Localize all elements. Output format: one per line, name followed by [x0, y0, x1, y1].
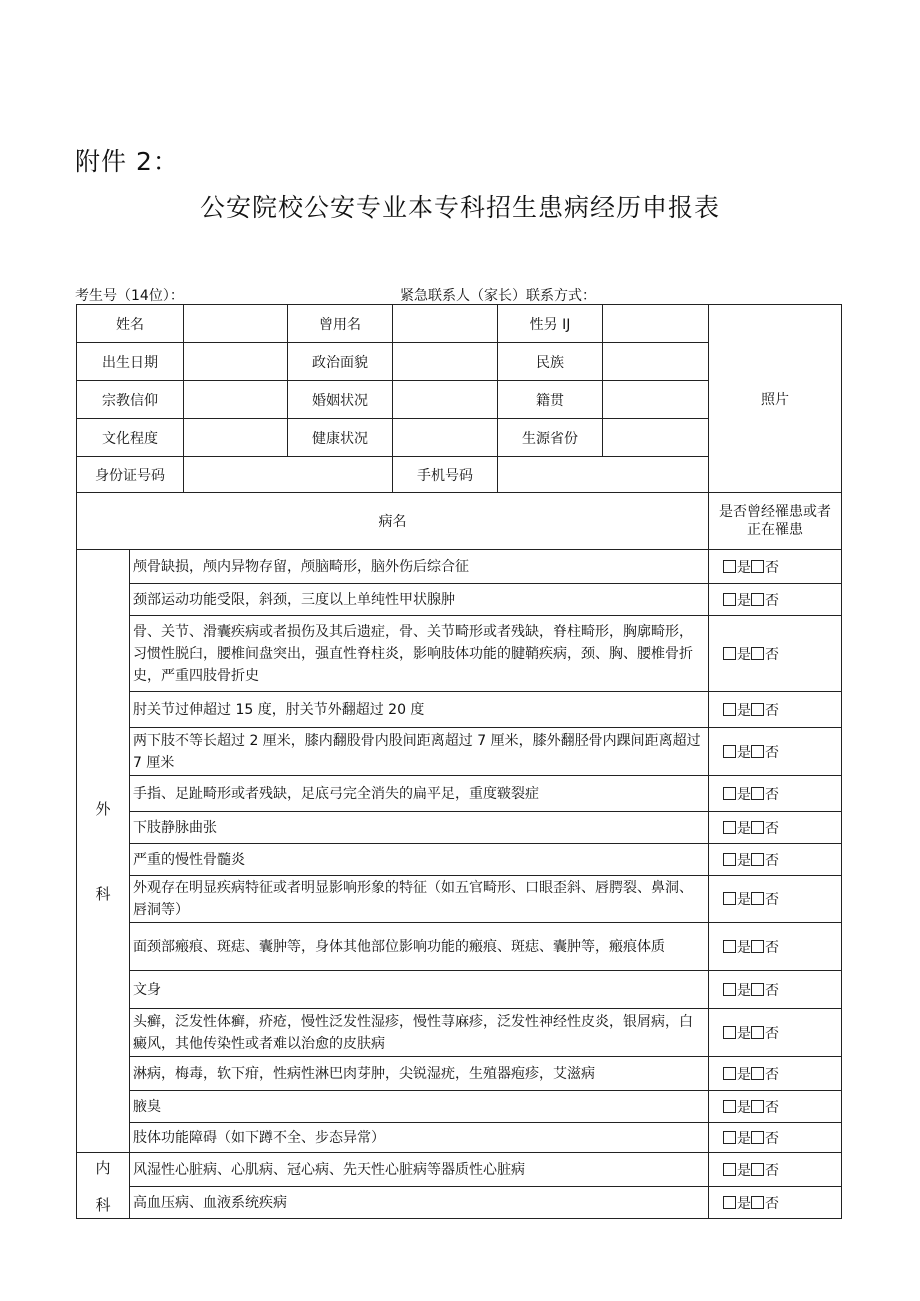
- disease-row-text: 腋臭: [130, 1091, 709, 1123]
- no-checkbox[interactable]: [751, 983, 764, 996]
- former-name-input[interactable]: [393, 305, 498, 343]
- yes-no-choice[interactable]: 是 否: [709, 692, 842, 728]
- yes-checkbox[interactable]: [723, 892, 736, 905]
- no-checkbox[interactable]: [751, 892, 764, 905]
- disease-status-header: 是否曾经罹患或者正在罹患: [709, 493, 842, 550]
- disease-row-text: 下肢静脉曲张: [130, 812, 709, 844]
- yes-no-choice[interactable]: 是 否: [709, 876, 842, 923]
- no-checkbox[interactable]: [751, 1163, 764, 1176]
- religion-label: 宗教信仰: [77, 381, 184, 419]
- marital-status-label: 婚姻状况: [288, 381, 393, 419]
- yes-no-choice[interactable]: 是 否: [709, 616, 842, 692]
- name-input[interactable]: [184, 305, 288, 343]
- internal-category-char-2: 科: [95, 1195, 111, 1214]
- disease-row-text: 头癣，泛发性体癣，疥疮，慢性泛发性湿疹，慢性荨麻疹，泛发性神经性皮炎，银屑病，白癜风，其他传染性或者难以治愈的皮肤病: [130, 1009, 709, 1057]
- phone-label: 手机号码: [393, 457, 498, 493]
- education-input[interactable]: [184, 419, 288, 457]
- disease-row-text: 面颈部瘢痕、斑痣、囊肿等，身体其他部位影响功能的瘢痕、斑痣、囊肿等，瘢痕体质: [130, 923, 709, 971]
- yes-no-choice[interactable]: 是 否: [709, 1153, 842, 1187]
- no-checkbox[interactable]: [751, 593, 764, 606]
- no-checkbox[interactable]: [751, 1067, 764, 1080]
- surgery-category: [77, 550, 130, 1153]
- id-number-input[interactable]: [184, 457, 393, 493]
- yes-checkbox[interactable]: [723, 560, 736, 573]
- disease-row-text: 肢体功能障碍（如下蹲不全、步态异常）: [130, 1123, 709, 1153]
- yes-no-choice[interactable]: 是 否: [709, 1057, 842, 1091]
- source-province-label: 生源省份: [498, 419, 603, 457]
- form-title: 公安院校公安专业本专科招生患病经历申报表: [199, 193, 720, 222]
- no-checkbox[interactable]: [751, 1100, 764, 1113]
- yes-no-choice[interactable]: 是 否: [709, 1187, 842, 1219]
- yes-no-choice[interactable]: 是 否: [709, 971, 842, 1009]
- application-form-table: [76, 304, 842, 1219]
- political-status-label: 政治面貌: [288, 343, 393, 381]
- yes-checkbox[interactable]: [723, 703, 736, 716]
- disease-row-text: 风湿性心脏病、心肌病、冠心病、先天性心脏病等器质性心脏病: [130, 1153, 709, 1187]
- no-checkbox[interactable]: [751, 647, 764, 660]
- gender-label: 性另 IJ: [498, 305, 603, 343]
- marital-status-input[interactable]: [393, 381, 498, 419]
- yes-checkbox[interactable]: [723, 1196, 736, 1209]
- surgery-category-char-1: 外: [95, 800, 111, 818]
- yes-checkbox[interactable]: [723, 1067, 736, 1080]
- internal-category: [77, 1153, 130, 1219]
- yes-checkbox[interactable]: [723, 647, 736, 660]
- yes-checkbox[interactable]: [723, 1163, 736, 1176]
- emergency-contact-label: 紧急联系人（家长）联系方式：: [400, 288, 596, 304]
- no-checkbox[interactable]: [751, 1196, 764, 1209]
- no-checkbox[interactable]: [751, 853, 764, 866]
- yes-checkbox[interactable]: [723, 983, 736, 996]
- no-checkbox[interactable]: [751, 1131, 764, 1144]
- political-status-input[interactable]: [393, 343, 498, 381]
- yes-no-choice[interactable]: 是 否: [709, 550, 842, 584]
- no-checkbox[interactable]: [751, 821, 764, 834]
- disease-row-text: 高血压病、血液系统疾病: [130, 1187, 709, 1219]
- yes-checkbox[interactable]: [723, 1100, 736, 1113]
- yes-no-choice[interactable]: 是 否: [709, 812, 842, 844]
- disease-row-text: 外观存在明显疾病特征或者明显影响形象的特征（如五官畸形、口眼歪斜、唇腭裂、鼻洞、唇洞等）: [130, 876, 709, 923]
- yes-no-choice[interactable]: 是 否: [709, 1091, 842, 1123]
- yes-no-choice[interactable]: 是 否: [709, 584, 842, 616]
- ethnicity-input[interactable]: [603, 343, 709, 381]
- yes-no-choice[interactable]: 是 否: [709, 923, 842, 971]
- native-place-label: 籍贯: [498, 381, 603, 419]
- no-checkbox[interactable]: [751, 703, 764, 716]
- no-checkbox[interactable]: [751, 787, 764, 800]
- religion-input[interactable]: [184, 381, 288, 419]
- yes-no-choice[interactable]: 是 否: [709, 728, 842, 776]
- yes-no-choice[interactable]: 是 否: [709, 844, 842, 876]
- disease-row-text: 骨、关节、滑囊疾病或者损伤及其后遗症，骨、关节畸形或者残缺，脊柱畸形，胸廓畸形，习惯性脱臼，腰椎间盘突出，强直性脊柱炎，影响肢体功能的腱鞘疾病，颈、胸、腰椎骨折史，严重四肢骨折史: [130, 616, 709, 692]
- disease-row-text: 淋病，梅毒，软下疳，性病性淋巴肉芽肿，尖锐湿疣，生殖器疱疹，艾滋病: [130, 1057, 709, 1091]
- disease-row-text: 颅骨缺损，颅内异物存留，颅脑畸形，脑外伤后综合征: [130, 550, 709, 584]
- yes-no-choice[interactable]: 是 否: [709, 1123, 842, 1153]
- birth-date-label: 出生日期: [77, 343, 184, 381]
- phone-input[interactable]: [498, 457, 709, 493]
- education-label: 文化程度: [77, 419, 184, 457]
- surgery-category-char-2: 科: [95, 885, 111, 903]
- disease-row-text: 严重的慢性骨髓炎: [130, 844, 709, 876]
- former-name-label: 曾用名: [288, 305, 393, 343]
- yes-checkbox[interactable]: [723, 787, 736, 800]
- attachment-label: 附件 2：: [75, 147, 179, 176]
- yes-checkbox[interactable]: [723, 1131, 736, 1144]
- no-checkbox[interactable]: [751, 560, 764, 573]
- yes-checkbox[interactable]: [723, 745, 736, 758]
- name-label: 姓名: [77, 305, 184, 343]
- source-province-input[interactable]: [603, 419, 709, 457]
- no-checkbox[interactable]: [751, 1026, 764, 1039]
- yes-no-choice[interactable]: 是 否: [709, 1009, 842, 1057]
- health-status-label: 健康状况: [288, 419, 393, 457]
- ethnicity-label: 民族: [498, 343, 603, 381]
- native-place-input[interactable]: [603, 381, 709, 419]
- birth-date-input[interactable]: [184, 343, 288, 381]
- no-checkbox[interactable]: [751, 940, 764, 953]
- yes-checkbox[interactable]: [723, 853, 736, 866]
- id-number-label: 身份证号码: [77, 457, 184, 493]
- disease-name-header: 病名: [77, 493, 709, 550]
- health-status-input[interactable]: [393, 419, 498, 457]
- yes-checkbox[interactable]: [723, 821, 736, 834]
- disease-row-text: 文身: [130, 971, 709, 1009]
- yes-checkbox[interactable]: [723, 593, 736, 606]
- yes-no-choice[interactable]: 是 否: [709, 776, 842, 812]
- photo-box[interactable]: 照片: [709, 305, 842, 493]
- internal-category-char-1: 内: [95, 1158, 111, 1177]
- gender-input[interactable]: [603, 305, 709, 343]
- disease-row-text: 两下肢不等长超过 2 厘米，膝内翻股骨内股间距离超过 7 厘米，膝外翻胫骨内踝间距离超过 7 厘米: [130, 728, 709, 776]
- yes-checkbox[interactable]: [723, 1026, 736, 1039]
- yes-checkbox[interactable]: [723, 940, 736, 953]
- disease-row-text: 颈部运动功能受限，斜颈，三度以上单纯性甲状腺肿: [130, 584, 709, 616]
- no-checkbox[interactable]: [751, 745, 764, 758]
- exam-number-label: 考生号（14位）：: [75, 288, 184, 304]
- disease-row-text: 手指、足趾畸形或者残缺，足底弓完全消失的扁平足，重度皲裂症: [130, 776, 709, 812]
- disease-row-text: 肘关节过伸超过 15 度，肘关节外翻超过 20 度: [130, 692, 709, 728]
